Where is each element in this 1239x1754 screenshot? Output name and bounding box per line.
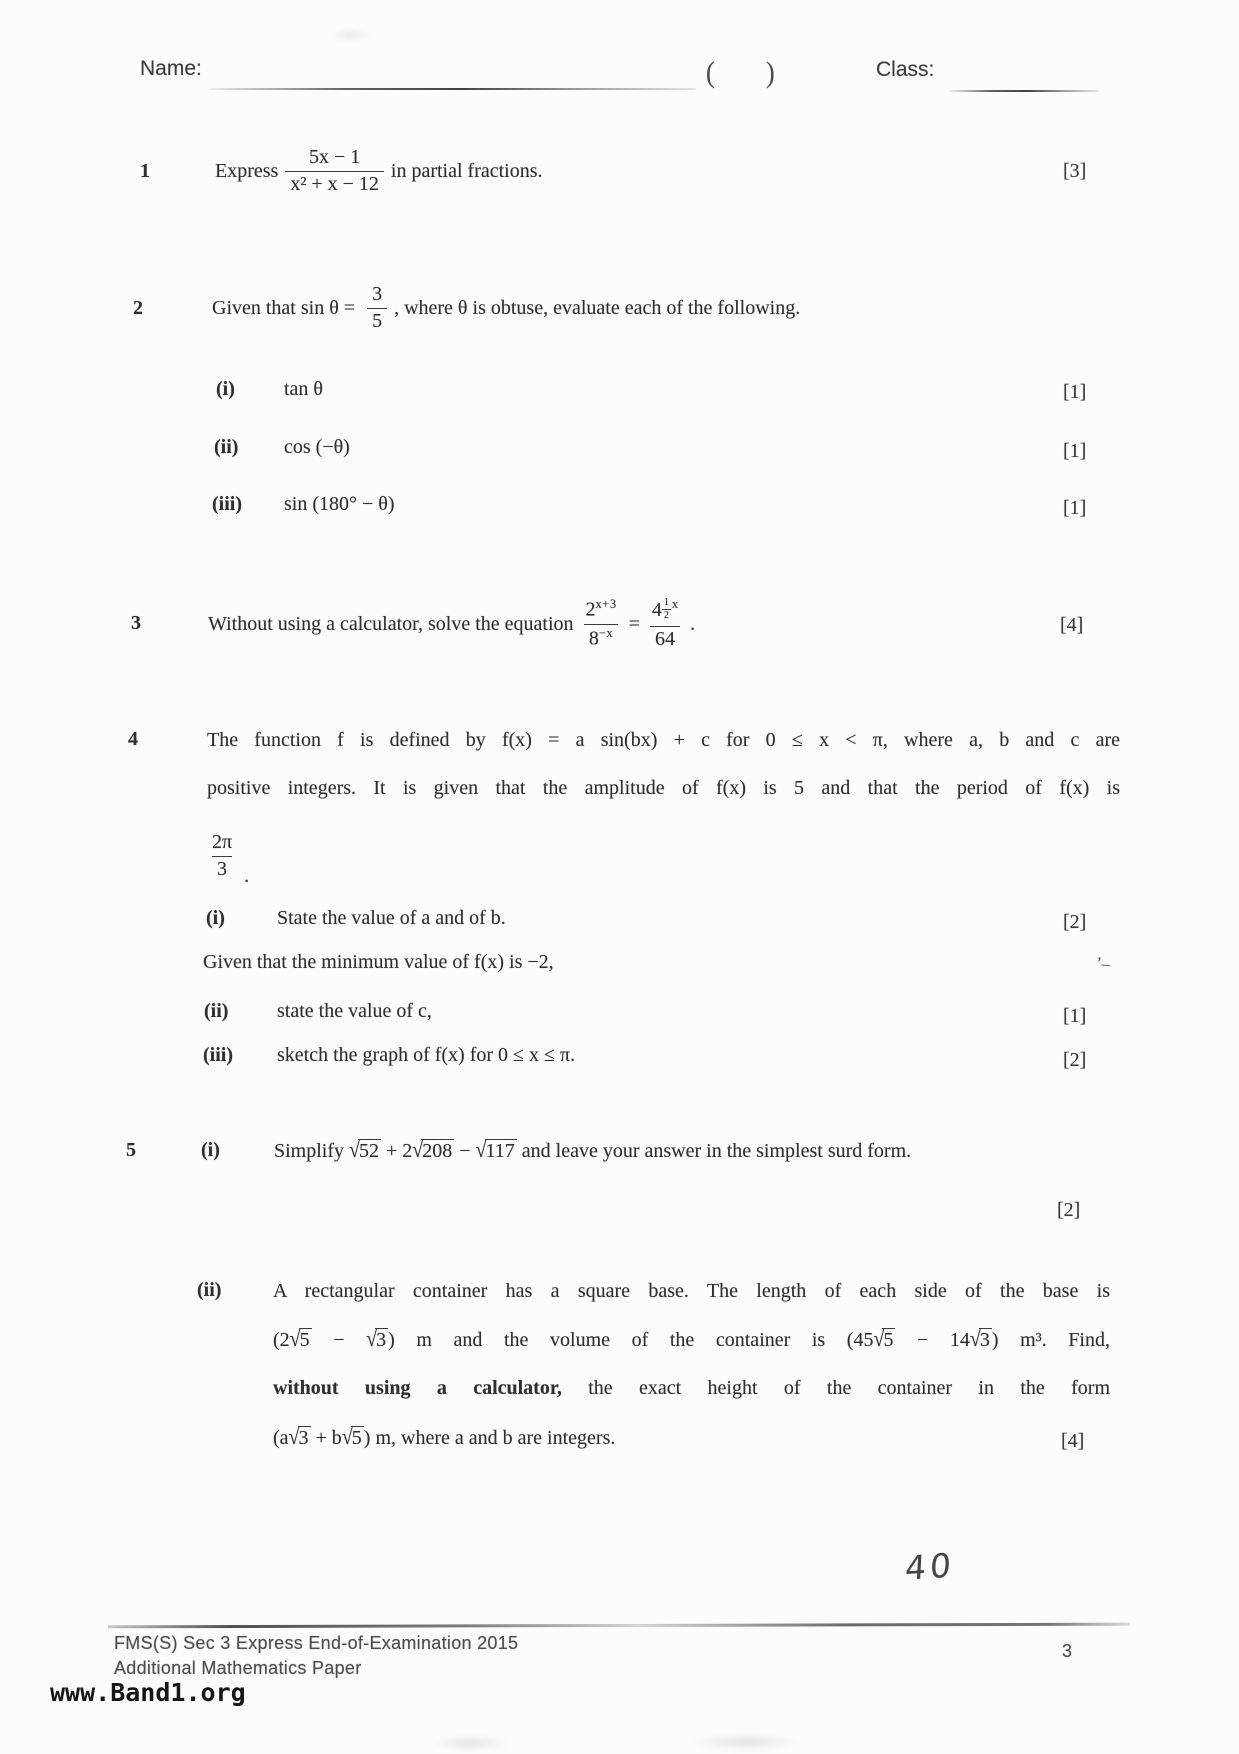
radicand: 117 (485, 1140, 515, 1162)
question-1-number: 1 (140, 160, 150, 182)
question-3-body (208, 578, 695, 670)
period-fraction (207, 832, 237, 880)
question-1-text-post: in partial fractions. (390, 159, 543, 182)
equation-lhs-fraction (581, 598, 622, 650)
plus-b-text: + b (310, 1427, 342, 1449)
question-4-given-line: Given that the minimum value of f(x) is −2, (203, 951, 554, 973)
scan-smudge (430, 1736, 510, 1750)
sqrt-117 (476, 1139, 517, 1163)
lhs-den-base: 8 (588, 627, 599, 650)
radicand: 3 (979, 1329, 990, 1351)
question-3-marks: [4] (1060, 614, 1084, 636)
radical-sign: √ (873, 1326, 885, 1352)
question-1-fraction (285, 147, 384, 195)
radicand: 5 (351, 1427, 362, 1449)
fraction-numerator: 2π (212, 830, 233, 853)
question-4-number: 4 (128, 728, 138, 750)
question-2i-marks: [1] (1063, 381, 1087, 403)
sqrt-5 (290, 1320, 312, 1360)
plus-coefficient: + 2 (381, 1140, 413, 1162)
scan-smudge (690, 1734, 800, 1750)
radical-sign: √ (288, 1424, 300, 1450)
radicand: 5 (883, 1329, 894, 1351)
class-label: Class: (876, 58, 935, 81)
radicand: 3 (376, 1329, 387, 1351)
question-4-line1: The function f is defined by f(x) = a sin(bx) + c for 0 ≤ x < π, where a, b and c are (207, 729, 1120, 751)
radical-sign: √ (475, 1138, 487, 1163)
exponent-frac-num: 1 (663, 596, 669, 608)
radical-sign: √ (366, 1326, 378, 1352)
radical-sign: √ (341, 1424, 353, 1450)
fraction-denominator: 5 (367, 308, 387, 333)
lhs-num-exponent: x+3 (595, 597, 617, 612)
lhs-denominator (584, 624, 618, 650)
question-2-number: 2 (133, 297, 143, 319)
page-number: 3 (1062, 1641, 1073, 1661)
question-4i-label: (i) (206, 907, 225, 929)
lhs-numerator (581, 598, 622, 623)
height-form-text: the exact height of the container in the form (561, 1377, 1110, 1399)
question-5-number: 5 (126, 1139, 136, 1161)
question-5ii-line3 (273, 1376, 1110, 1401)
question-4i-marks: [2] (1063, 911, 1087, 933)
exponent-variable: x (671, 596, 679, 611)
footer-rule-line (108, 1623, 1130, 1629)
find-text: ) m³. Find, (991, 1329, 1110, 1351)
lhs-den-exponent: −x (598, 625, 614, 640)
equation-period: . (690, 612, 696, 635)
question-5i-text (274, 1139, 911, 1163)
radical-sign: √ (412, 1138, 424, 1163)
question-4iii-label: (iii) (203, 1044, 233, 1066)
exponent-fraction (662, 598, 671, 621)
simplify-text: Simplify (274, 1140, 350, 1162)
question-2ii-text: cos (−θ) (284, 436, 350, 458)
question-5ii-marks: [4] (1061, 1430, 1085, 1452)
question-2-text-pre: Given that sin θ = (212, 296, 361, 319)
question-4iii-marks: [2] (1063, 1049, 1087, 1071)
rhs-num-exponent (662, 596, 679, 621)
question-4i-text: State the value of a and of b. (277, 907, 506, 929)
answer-form-open: (a (273, 1427, 289, 1449)
bold-no-calculator-text: without using a calculator, (273, 1377, 562, 1399)
question-2iii-label: (iii) (212, 493, 242, 515)
fraction-period: . (244, 865, 250, 887)
question-2-stem (212, 272, 800, 344)
rhs-denominator: 64 (650, 626, 680, 651)
sqrt-3 (970, 1320, 992, 1360)
question-1-text-pre: Express (215, 159, 279, 182)
footer-exam-title: FMS(S) Sec 3 Express End-of-Examination 2015 (114, 1633, 519, 1653)
minus-coefficient: − 14 (895, 1329, 970, 1351)
sqrt-52 (349, 1139, 381, 1163)
surd-form-text: and leave your answer in the simplest surd form. (516, 1140, 912, 1162)
question-2ii-marks: [1] (1063, 440, 1087, 462)
question-4-period-fraction (207, 824, 249, 888)
question-3-number: 3 (131, 612, 141, 634)
sqrt-5 (873, 1320, 895, 1360)
name-blank-line (210, 88, 696, 90)
footer-paper-title: Additional Mathematics Paper (114, 1658, 362, 1678)
question-1-marks: [3] (1063, 160, 1087, 182)
question-2i-text: tan θ (284, 378, 324, 400)
question-1-body (215, 133, 543, 209)
minus-sign: − (311, 1329, 367, 1351)
question-2i-label: (i) (216, 378, 235, 400)
question-5ii-line4 (273, 1418, 615, 1458)
rhs-num-base: 4 (651, 598, 662, 621)
question-2-text-post: , where θ is obtuse, evaluate each of the following. (394, 296, 801, 319)
register-paren-close: ) (766, 55, 775, 90)
question-4iii-text: sketch the graph of f(x) for 0 ≤ x ≤ π. (277, 1044, 576, 1066)
question-2-fraction (367, 284, 387, 332)
equals-sign: = (628, 612, 640, 635)
name-label: Name: (140, 57, 202, 80)
question-4-line2: positive integers. It is given that the amplitude of f(x) is 5 and that the period of f(x) is (207, 777, 1120, 799)
question-5ii-line2 (273, 1320, 1110, 1360)
question-4ii-marks: [1] (1063, 1005, 1087, 1027)
base-side-open: (2 (273, 1329, 290, 1351)
question-4ii-text: state the value of c, (277, 1000, 432, 1022)
integers-text: ) m, where a and b are integers. (363, 1427, 616, 1449)
volume-text: ) m and the volume of the container is (45 (388, 1329, 874, 1351)
question-2ii-label: (ii) (214, 436, 239, 458)
question-2iii-marks: [1] (1063, 497, 1087, 519)
radical-sign: √ (289, 1326, 301, 1352)
scan-smudge (330, 30, 370, 40)
question-5ii-line1: A rectangular container has a square base. The length of each side of the base is (273, 1280, 1110, 1302)
class-blank-line (949, 90, 1099, 92)
sqrt-3 (366, 1320, 388, 1360)
handwritten-total-marks: 40 (904, 1545, 956, 1588)
question-5ii-label: (ii) (197, 1279, 222, 1301)
sqrt-208 (412, 1139, 454, 1163)
question-5i-label: (i) (201, 1139, 220, 1161)
radicand: 208 (422, 1140, 453, 1162)
question-4ii-label: (ii) (204, 1000, 229, 1022)
question-2iii-text: sin (180° − θ) (284, 493, 395, 515)
fraction-numerator: 5x − 1 (308, 145, 361, 168)
question-5i-marks: [2] (1057, 1199, 1081, 1221)
sqrt-5 (342, 1418, 364, 1458)
lhs-num-base: 2 (585, 598, 596, 621)
exponent-frac-den: 2 (663, 609, 669, 621)
website-watermark: www.Band1.org (50, 1678, 246, 1707)
rhs-numerator (647, 598, 683, 626)
radical-sign: √ (969, 1326, 981, 1352)
question-3-text-pre: Without using a calculator, solve the equation (208, 612, 574, 635)
radicand: 52 (359, 1140, 379, 1162)
pen-dash-annotation: ’– (1095, 953, 1112, 974)
sqrt-3 (289, 1418, 311, 1458)
equation-rhs-fraction (647, 598, 683, 651)
radicand: 3 (298, 1427, 309, 1449)
radicand: 5 (299, 1329, 310, 1351)
fraction-numerator: 3 (372, 282, 383, 305)
radical-sign: √ (349, 1138, 360, 1163)
fraction-denominator: 3 (212, 856, 232, 881)
register-paren-open: ( (706, 55, 715, 90)
minus-sign: − (454, 1140, 476, 1162)
fraction-denominator: x² + x − 12 (285, 171, 384, 196)
